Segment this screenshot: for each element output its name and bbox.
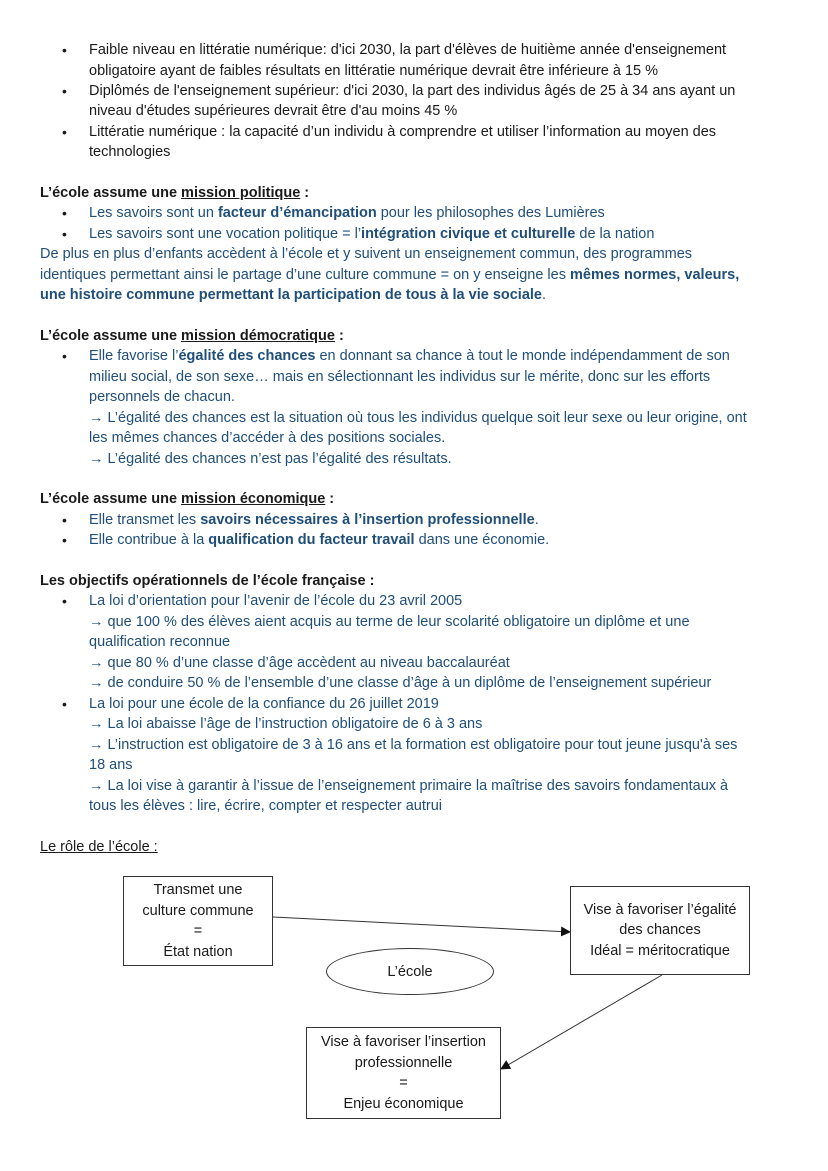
bullet-marker: • <box>62 83 67 99</box>
text-segment: pour les philosophes des Lumières <box>376 205 605 221</box>
heading-prefix: L’école assume une <box>40 328 182 344</box>
text-segment: identiques permettant ainsi le partage d’une culture commune = on y enseigne les <box>40 267 570 283</box>
text-segment: . <box>534 512 539 528</box>
box-insertion-professionnelle <box>306 1027 501 1119</box>
box-line: Vise à favoriser l’insertion <box>321 1034 486 1050</box>
text-segment: de la nation <box>575 226 655 242</box>
heading-suffix: : <box>325 491 335 507</box>
objectifs-bullet-2-line-4: 18 ans <box>89 757 133 773</box>
box-line: Transmet une <box>153 882 243 898</box>
box-egalite-chances <box>570 886 750 975</box>
text-segment: . <box>542 287 547 303</box>
bullet-marker: • <box>62 532 67 548</box>
bold-segment: une histoire commune permettant la participation de tous à la vie sociale <box>40 287 542 303</box>
text-segment: Elle transmet les <box>89 512 201 528</box>
bullet-marker: • <box>62 124 67 140</box>
intro-bullet-1-line-2: obligatoire ayant de faibles résultats en littératie numérique devrait être inférieure à 15 % <box>89 63 659 79</box>
heading-suffix: : <box>300 185 310 201</box>
heading-prefix: L’école assume une <box>40 185 182 201</box>
text-segment: en donnant sa chance à tout le monde indépendamment de son <box>315 348 730 364</box>
heading-suffix: : <box>334 328 344 344</box>
heading-keyword: mission économique <box>181 491 326 507</box>
box-line: Idéal = méritocratique <box>590 942 730 959</box>
box-line: professionnelle <box>354 1054 453 1071</box>
objectifs-bullet-1-line-3: qualification reconnue <box>89 634 231 650</box>
bullet-marker: • <box>62 205 67 221</box>
intro-bullet-3-line-1: Littératie numérique : la capacité d’un individu à comprendre et utiliser l’information au moyen des <box>89 124 717 140</box>
intro-bullet-1-line-1: Faible niveau en littératie numérique: d'ici 2030, la part d'élèves de huitième année d'enseignement <box>89 42 727 58</box>
intro-bullet-2-line-1: Diplômés de l'enseignement supérieur: d'ici 2030, la part des individus âgés de 25 à 34 ans ayant un <box>89 83 736 99</box>
objectifs-bullet-1-line-4: → que 80 % d’une classe d’âge accèdent au niveau baccalauréat <box>89 655 510 671</box>
democratique-bullet-line-3: personnels de chacun. <box>89 389 235 405</box>
objectifs-bullet-1-line-1: La loi d’orientation pour l’avenir de l’école du 23 avril 2005 <box>89 593 463 609</box>
box-line: culture commune <box>142 902 254 919</box>
text-segment: Elle favorise l’ <box>89 348 179 364</box>
bullet-marker: • <box>62 696 67 712</box>
objectifs-bullet-2-line-1: La loi pour une école de la confiance du 26 juillet 2019 <box>89 696 439 712</box>
democratique-bullet-line-6: → L’égalité des chances n’est pas l’égalité des résultats. <box>89 451 452 467</box>
arrow-right-to-bottom <box>501 975 662 1069</box>
box-culture-commune <box>123 876 273 966</box>
box-line: Vise à favoriser l’égalité <box>583 901 737 918</box>
bullet-marker: • <box>62 226 67 242</box>
heading-keyword: mission politique <box>181 185 301 201</box>
objectifs-bullet-2-line-5: → La loi vise à garantir à l’issue de l’enseignement primaire la maîtrise des savoirs fondamentaux à <box>89 778 729 794</box>
bullet-marker: • <box>62 42 67 58</box>
objectifs-bullet-1-line-2: → que 100 % des élèves aient acquis au terme de leur scolarité obligatoire un diplôme et une <box>89 614 690 630</box>
text-segment: Les savoirs sont une vocation politique = l’ <box>89 226 362 242</box>
box-line: = <box>193 923 203 939</box>
objectifs-bullet-2-line-3: → L’instruction est obligatoire de 3 à 16 ans et la formation est obligatoire pour tout jeune jusqu'à ses <box>89 737 738 753</box>
arrow-left-to-right <box>273 917 570 932</box>
democratique-bullet-line-5: les mêmes chances d’accéder à des positions sociales. <box>89 430 446 446</box>
heading-role: Le rôle de l’école : <box>40 839 158 855</box>
objectifs-bullet-1-line-5: → de conduire 50 % de l’ensemble d’une classe d’âge à un diplôme de l’enseignement supérieur <box>89 675 712 691</box>
text-segment: Les savoirs sont un <box>89 205 218 221</box>
bullet-marker: • <box>62 593 67 609</box>
box-line: = <box>399 1075 408 1091</box>
text-segment: dans une économie. <box>414 532 550 548</box>
center-label: L’école <box>387 963 433 980</box>
democratique-bullet-line-2: milieu social, de son sexe… mais en sélectionnant les individus sur le mérite, donc sur les efforts <box>89 369 711 385</box>
heading-keyword: mission démocratique <box>181 328 335 344</box>
intro-bullet-3-line-2: technologies <box>89 144 171 160</box>
heading-prefix: L’école assume une <box>40 491 182 507</box>
text-segment: Elle contribue à la <box>89 532 209 548</box>
intro-bullet-2-line-2: niveau d'études supérieures devrait être d'au moins 45 % <box>89 103 458 119</box>
box-line: des chances <box>619 922 701 939</box>
bold-segment: mêmes normes, valeurs, <box>569 267 740 283</box>
bold-segment: savoirs nécessaires à l’insertion professionnelle <box>200 512 535 528</box>
bold-segment: qualification du facteur travail <box>208 532 415 548</box>
bold-segment: facteur d’émancipation <box>217 205 377 221</box>
objectifs-bullet-2-line-6: tous les élèves : lire, écrire, compter et respecter autrui <box>89 798 442 814</box>
heading-objectifs: Les objectifs opérationnels de l’école française : <box>40 573 375 589</box>
objectifs-bullet-2-line-2: → La loi abaisse l’âge de l’instruction obligatoire de 6 à 3 ans <box>89 716 483 732</box>
bold-segment: intégration civique et culturelle <box>361 226 576 242</box>
box-line: État nation <box>163 943 233 960</box>
bullet-marker: • <box>62 348 67 364</box>
democratique-bullet-line-4: → L’égalité des chances est la situation où tous les individus quelque soit leur sexe ou leur origine, ont <box>89 410 747 426</box>
bullet-marker: • <box>62 512 67 528</box>
bold-segment: égalité des chances <box>178 348 316 364</box>
ellipse-ecole <box>326 948 494 995</box>
box-line: Enjeu économique <box>343 1095 464 1112</box>
politique-paragraph-line-1: De plus en plus d’enfants accèdent à l’école et y suivent un enseignement commun, des programmes <box>40 246 693 262</box>
